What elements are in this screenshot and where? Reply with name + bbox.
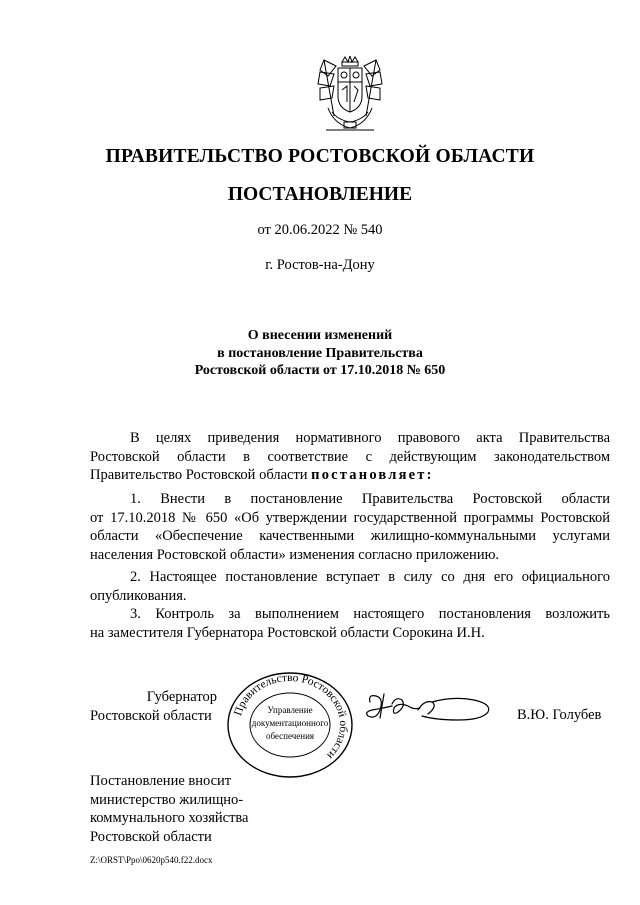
item-1-line: населения Ростовской области» изменения согласно приложению.	[90, 546, 500, 563]
item-1	[90, 490, 610, 564]
item-3-line: 3. Контроль за выполнением настоящего постановления возложить	[130, 606, 610, 622]
submitter-line: министерство жилищно-	[90, 791, 244, 808]
document-city: г. Ростов-на-Дону	[265, 257, 375, 273]
stamp-center-line: обеспечения	[265, 731, 315, 741]
item-1-line: от 17.10.2018 № 650 «Об утверждении государственной программы Ростовской	[90, 509, 610, 526]
item-1-line: области «Обеспечение качественными жилищно-коммунальными услугами	[90, 528, 610, 544]
document-type: ПОСТАНОВЛЕНИЕ	[227, 184, 413, 205]
item-2	[90, 568, 610, 605]
stamp-center-line: документационного	[251, 718, 329, 728]
intro-tail: Правительство Ростовской области	[90, 467, 308, 483]
intro-line-last	[90, 466, 610, 485]
item-1-line: 1. Внести в постановление Правительства Ростовской области	[130, 491, 610, 507]
intro-paragraph	[90, 429, 610, 485]
file-path: Z:\ORST\Ppo\0620p540.f22.docx	[90, 855, 213, 865]
item-2-line: опубликования.	[90, 587, 187, 604]
submitter-line: Постановление вносит	[90, 773, 232, 789]
government-title: ПРАВИТЕЛЬСТВО РОСТОВСКОЙ ОБЛАСТИ	[105, 146, 535, 167]
handwritten-signature-icon	[362, 686, 496, 732]
official-stamp	[224, 670, 356, 780]
stamp-center-line: Управление	[267, 705, 313, 715]
signatory-title	[90, 688, 217, 725]
submitter-line: Ростовской области	[90, 828, 212, 845]
signatory-title-line: Ростовской области	[90, 707, 212, 724]
document-date-number: от 20.06.2022 № 540	[257, 222, 383, 238]
item-2-line: 2. Настоящее постановление вступает в силу со дня его официального	[130, 569, 610, 585]
subject-line: О внесении изменений	[247, 328, 393, 343]
subject-line: в постановление Правительства	[217, 345, 423, 361]
signatory-name: В.Ю. Голубев	[517, 707, 602, 723]
item-3	[90, 605, 610, 642]
submitter-note	[90, 772, 249, 846]
intro-line: Ростовской области в соответствие с действующим законодательством	[90, 448, 610, 465]
submitter-line: коммунального хозяйства	[90, 810, 249, 826]
rostov-oblast-coat-of-arms-icon	[314, 56, 386, 134]
stamp-ring-text: Правительство Ростовской области	[232, 671, 350, 762]
decree-word: постановляет:	[311, 467, 434, 483]
intro-line: В целях приведения нормативного правового акта Правительства	[130, 430, 610, 446]
subject-line: Ростовской области от 17.10.2018 № 650	[194, 363, 446, 378]
item-3-line: на заместителя Губернатора Ростовской области Сорокина И.Н.	[90, 624, 485, 641]
document-subject	[0, 327, 640, 380]
signatory-title-line: Губернатор	[146, 689, 217, 705]
